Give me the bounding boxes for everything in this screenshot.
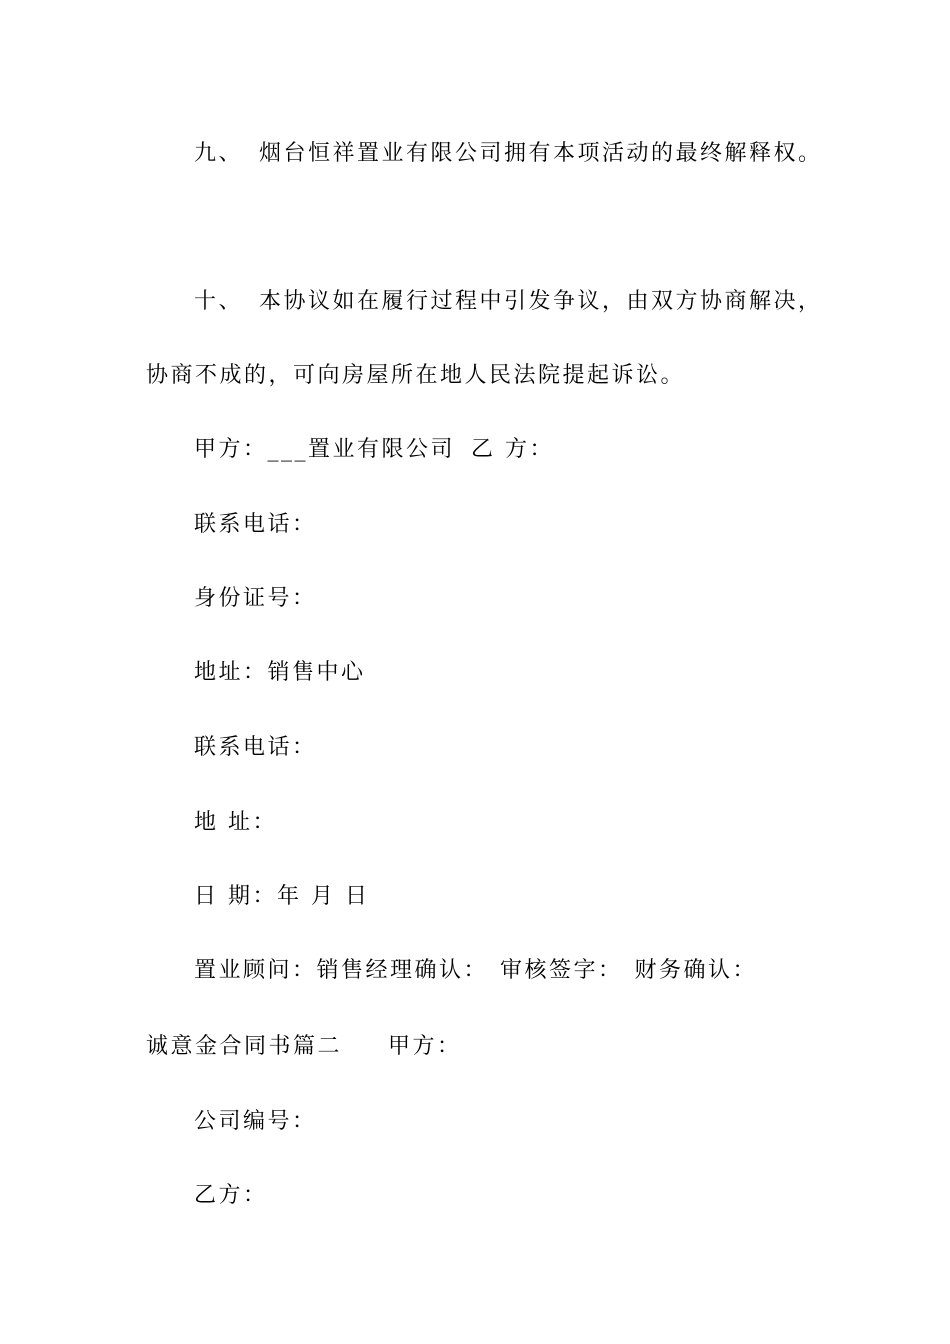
clause-10-text-line-2: 协商不成的，可向房屋所在地人民法院提起诉讼。: [146, 363, 686, 388]
date-value: 年 月 日: [277, 884, 370, 909]
phone-line-1: [194, 510, 317, 540]
party-a-line: [194, 435, 554, 465]
section-2-line: [146, 1032, 462, 1062]
id-number-label: 身份证号：: [194, 586, 317, 611]
address-label-2: 地 址：: [194, 810, 277, 835]
phone-line-2: [194, 733, 317, 763]
clause-9: [194, 139, 823, 169]
clause-10-line-1: [194, 287, 823, 317]
date-line: [194, 882, 370, 912]
sales-manager-label: 销售经理确认：: [316, 958, 489, 983]
party-a-value: ___置业有限公司: [267, 437, 456, 462]
id-number-line: [194, 584, 317, 614]
clause-9-text: 烟台恒祥置业有限公司拥有本项活动的最终解释权。: [259, 141, 823, 166]
section-2-title: 诚意金合同书篇二: [146, 1034, 343, 1059]
clause-10-text-line-1: 本协议如在履行过程中引发争议，由双方协商解决，: [259, 289, 823, 314]
phone-label-1: 联系电话：: [194, 512, 317, 537]
address-value: 销售中心: [267, 660, 366, 685]
party-b-label: 乙 方：: [471, 437, 555, 462]
date-label: 日 期：: [194, 884, 277, 909]
section-2-party-a-label: 甲方：: [388, 1034, 462, 1059]
company-number-label: 公司编号：: [194, 1109, 317, 1134]
clause-10-number: 十、: [194, 289, 244, 314]
party-b-2-line: [194, 1181, 268, 1211]
party-a-label: 甲方：: [194, 437, 268, 462]
clause-9-number: 九、: [194, 141, 244, 166]
reviewer-label: 审核签字：: [500, 958, 623, 983]
company-number-line: [194, 1107, 317, 1137]
finance-label: 财务确认：: [634, 958, 758, 983]
address-line-2: [194, 808, 277, 838]
address-label: 地址：: [194, 660, 268, 685]
party-b-2-label: 乙方：: [194, 1183, 268, 1208]
phone-label-2: 联系电话：: [194, 735, 317, 760]
signatures-line: [194, 956, 757, 986]
clause-10-line-2: [146, 361, 685, 391]
address-sales-line: [194, 658, 366, 688]
consultant-label: 置业顾问：: [194, 958, 317, 983]
